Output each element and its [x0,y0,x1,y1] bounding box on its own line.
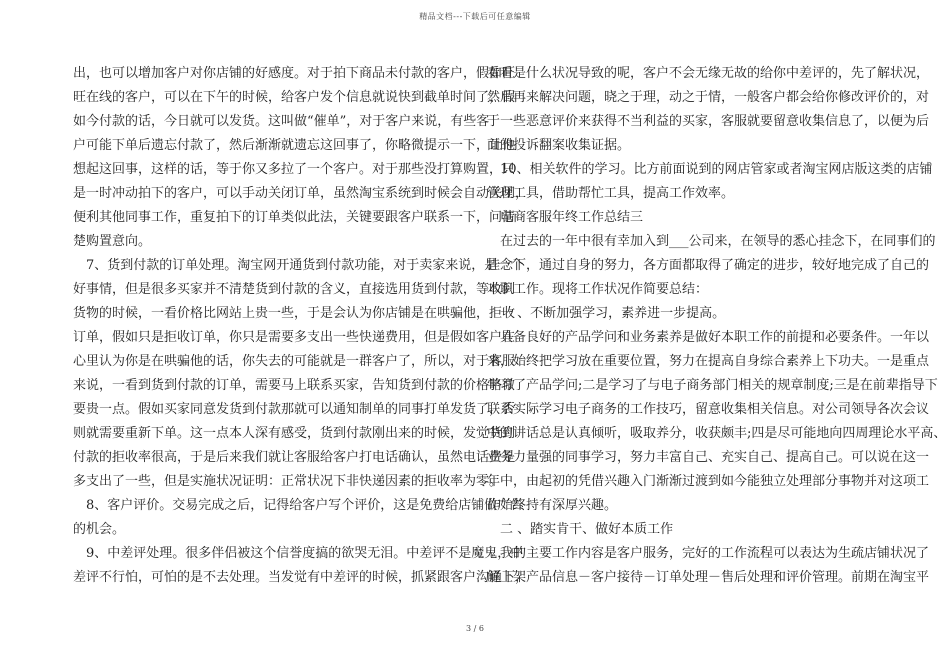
page-number: 3 / 6 [466,624,484,633]
text-line: 解上架产品信息－客户接待－订单处理－售后处理和评价管理。前期在淘宝平 [487,570,930,585]
text-line: 出，也可以增加客户对你店铺的好感度。对于拍下商品未付款的客户，假如旺 [73,66,516,81]
right-column [487,62,947,590]
text-line: 来，始终把学习放在重要位置，努力在提高自身综合素养上下功夫。一是重点 [487,354,930,369]
text-line: 联系实际学习电子商务的工作技巧，留意收集相关信息。对公司领导各次会议 [487,402,930,417]
section-heading: 电商客服年终工作总结三 [500,210,644,225]
text-line: 是一时冲动拍下的客户，可以手动关闭订单，虽然淘宝系统到时候会自动关闭， [73,186,529,201]
text-line: 来说，一看到货到付款的订单，需要马上联系买家，告知货到付款的价格略微 [73,378,516,393]
left-column [73,62,529,590]
text-line: 好事情，但是很多买家并不清楚货到付款的含义，直接选用货到付款，等收到 [73,282,516,297]
text-line: 看看是什么状况导致的呢，客户不会无缘无故的给你中差评的，先了解状况， [487,66,930,81]
text-line: 10、相关软件的学习。比方前面说到的网店管家或者淘宝网店版这类的店铺 [500,162,933,177]
section-heading: 二 、踏实肯干、做好本质工作 [500,522,674,537]
text-line: 则就需要重新下单。这一点本人深有感受，货到付款刚出来的时候，发觉货到 [73,426,516,441]
text-line: 9、中差评处理。很多伴侣被这个信誉度搞的欲哭无泪。中差评不是魔鬼，中 [86,546,524,561]
text-line: 如今付款的话，今日就可以发货。这叫做“催单”，对于客户来说，有些客 [73,114,490,129]
text-line: 业务力量强的同事学习，努力丰富自己、充实自己、提高自己。可以说在这一 [487,450,930,465]
text-line: 本职工作。现将工作状况作简要总结： [487,282,709,297]
text-line: 订单，假如只是拒收订单，你只是需要多支出一些快递费用，但是假如客户在 [73,330,516,345]
text-line: 心里认为你是在哄骗他的话，你失去的可能就是一群客户了，所以，对于客服 [73,354,516,369]
text-line: 作始终持有深厚兴趣。 [487,498,618,513]
text-line: 货物的时候，一看价格比网站上贵一些，于是会认为你店铺是在哄骗他，拒收 [73,306,516,321]
text-line: 然后再来解决问题，晓之于理，动之于情，一般客户都会给你修改评价的，对 [487,90,930,105]
section-heading: 一 、不断加强学习，素养进一步提高。 [500,306,726,321]
page-header: 精品文档---下载后可任意编辑 [419,12,531,21]
text-line: 我的主要工作内容是客户服务，完好的工作流程可以表达为生疏店铺状况了 [500,546,930,561]
text-line: 具备良好的产品学问和业务素养是做好本职工作的前提和必要条件。一年以 [500,330,930,345]
text-line: 付款的拒收率很高，于是后来我们就让客服给客户打电话确认，虽然电话费是 [73,450,516,465]
text-line: 中的讲话总是认真倾听，吸取养分，收获颇丰;四是尽可能地向四周理论水平高、 [487,426,947,441]
text-line: 学习了产品学问;二是学习了与电子商务部门相关的规章制度;三是在前辈指导下 [487,378,938,393]
text-line: 年中，由起初的凭借兴趣入门渐渐过渡到如今能独立处理部分事物并对这项工 [487,474,930,489]
text-line: 要贵一点。假如买家同意发货到付款那就可以通知制单的同事打单发货了，否 [73,402,516,417]
text-line: 8、客户评价。交易完成之后，记得给客户写个评价，这是免费给店铺做广告 [86,498,524,513]
text-line: 便利其他同事工作，重复拍下的订单类似此法，关键要跟客户联系一下，问清 [73,210,516,225]
text-line: 户可能下单后遗忘付款了，然后渐渐就遗忘这回事了，你略微提示一下，让他 [73,138,516,153]
text-line: 的机会。 [73,522,126,537]
text-line: 想起这回事，这样的话，等于你又多拉了一个客户。对于那些没打算购置，只 [73,162,516,177]
text-line: 管理工具，借助帮忙工具，提高工作效率。 [487,186,735,201]
text-line: 在过去的一年中很有幸加入到___公司来，在领导的悉心挂念下，在同事们的 [500,234,936,249]
text-line: 旺在线的客户，可以在下午的时候，给客户发个信息就说快到截单时间了，假 [73,90,516,105]
text-line: 挂念下，通过自身的努力，各方面都取得了确定的进步，较好地完成了自己的 [487,258,930,273]
text-line: 于一些恶意评价来获得不当利益的买家，客服就要留意收集信息了，以便为后 [487,114,930,129]
text-line: 差评不行怕，可怕的是不去处理。当发觉有中差评的时候，抓紧跟客户沟通下， [73,570,529,585]
text-line: 楚购置意向。 [73,234,152,249]
text-line: 面的投诉翻案收集证据。 [487,138,631,153]
text-line: 7、货到付款的订单处理。淘宝网开通货到付款功能，对于卖家来说，是一个 [86,258,524,273]
text-line: 多支出了一些，但是实施状况证明：正常状况下非快递因素的拒收率为零。 [73,474,503,489]
